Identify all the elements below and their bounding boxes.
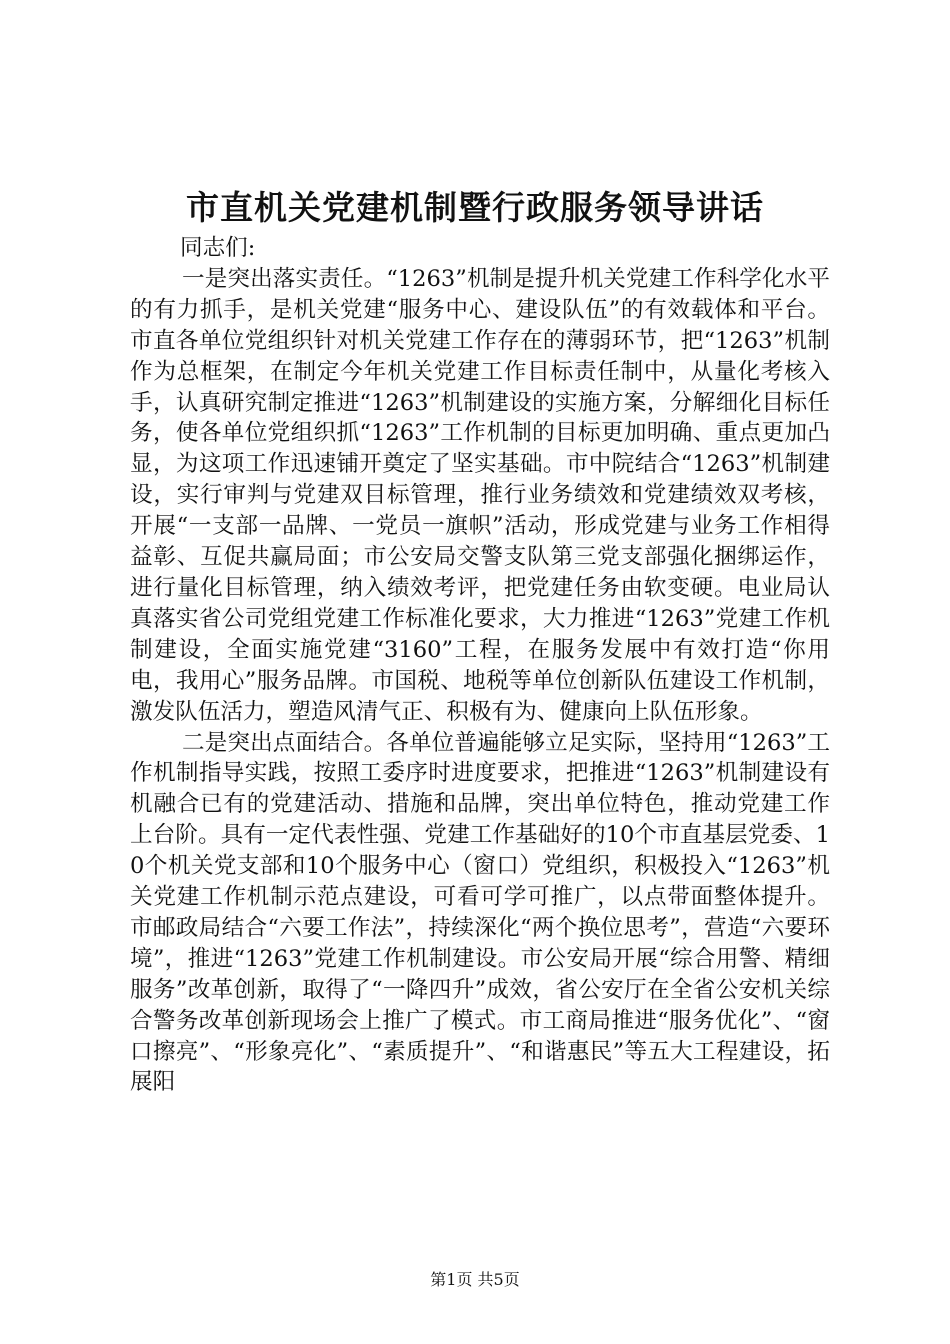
page-number-footer: 第1页 共5页 <box>430 1270 520 1289</box>
document-body <box>130 233 830 1098</box>
page-title: 市直机关党建机制暨行政服务领导讲话 <box>186 188 764 227</box>
paragraph-2: 二是突出点面结合。各单位普遍能够立足实际，坚持用“1263”工作机制指导实践，按照工委序时进度要求，把推进“1263”机制建设有机融合已有的党建活动、措施和品牌，突出单位特色，推动党建工作上台阶。具有一定代表性强、党建工作基础好的10个市直基层党委、10个机关党支部和10个服务中心（窗口）党组织，积极投入“1263”机关党建工作机制示范点建设，可看可学可推广，以点带面整体提升。市邮政局结合“六要工作法”，持续深化“两个换位思考”，营造“六要环境”，推进“1263”党建工作机制建设。市公安局开展“综合用警、精细服务”改革创新，取得了“一降四升”成效，省公安厅在全省公安机关综合警务改革创新现场会上推广了模式。市工商局推进“服务优化”、“窗口擦亮”、“形象亮化”、“素质提升”、“和谐惠民”等五大工程建设，拓展阳 <box>130 729 830 1096</box>
salutation: 同志们: <box>180 235 256 261</box>
paragraph-1: 一是突出落实责任。“1263”机制是提升机关党建工作科学化水平的有力抓手，是机关党建“服务中心、建设队伍”的有效载体和平台。市直各单位党组织针对机关党建工作存在的薄弱环节，把“1263”机制作为总框架，在制定今年机关党建工作目标责任制中，从量化考核入手，认真研究制定推进“1263”机制建设的实施方案，分解细化目标任务，使各单位党组织抓“1263”工作机制的目标更加明确、重点更加凸显，为这项工作迅速铺开奠定了坚实基础。市中院结合“1263”机制建设，实行审判与党建双目标管理，推行业务绩效和党建绩效双考核，开展“一支部一品牌、一党员一旗帜”活动，形成党建与业务工作相得益彰、互促共赢局面；市公安局交警支队第三党支部强化捆绑运作，进行量化目标管理，纳入绩效考评，把党建任务由软变硬。电业局认真落实省公司党组党建工作标准化要求，大力推进“1263”党建工作机制建设，全面实施党建“3160”工程，在服务发展中有效打造“你用电，我用心”服务品牌。市国税、地税等单位创新队伍建设工作机制，激发队伍活力，塑造风清气正、积极有为、健康向上队伍形象。 <box>130 265 830 725</box>
